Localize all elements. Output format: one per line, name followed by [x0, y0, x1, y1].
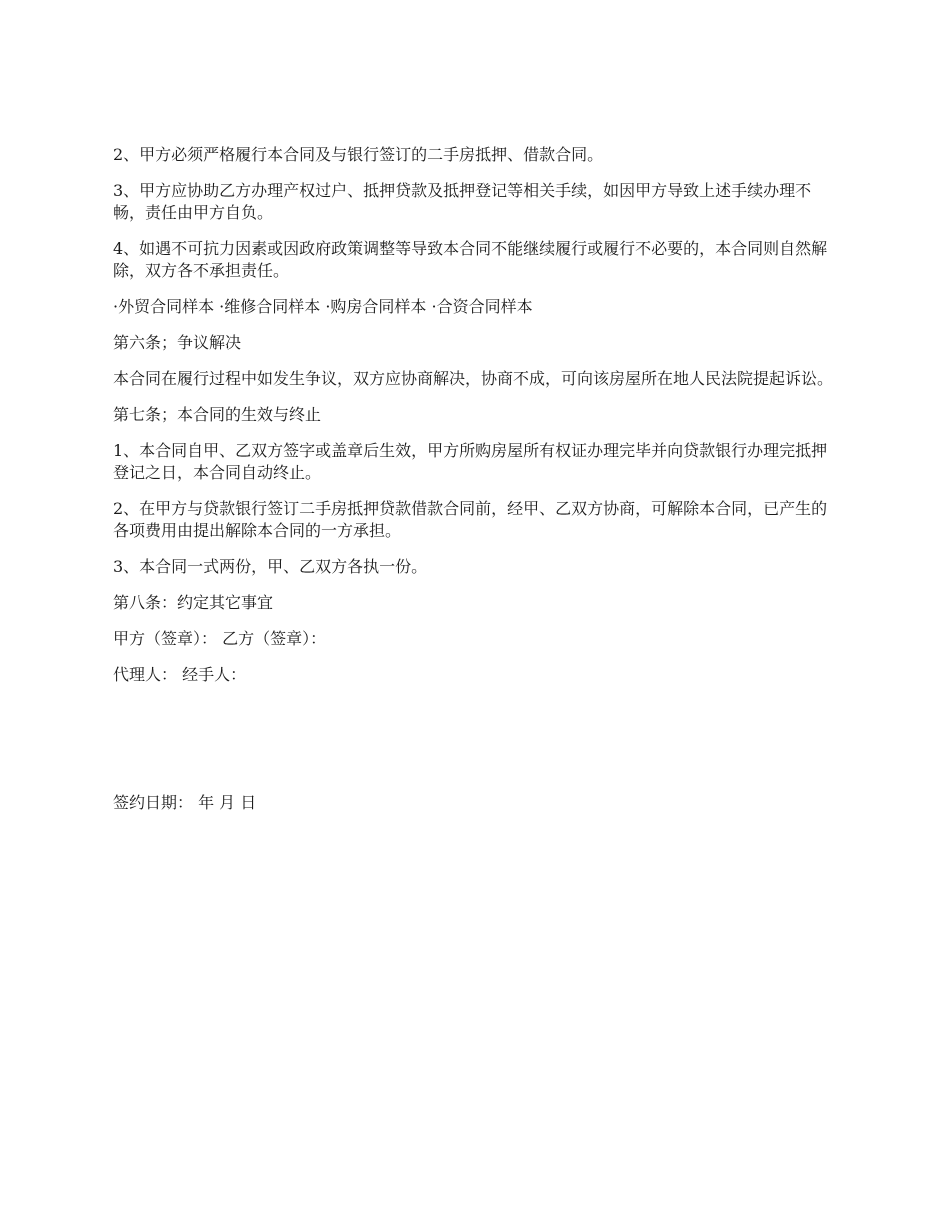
article-6-text: 本合同在履行过程中如发生争议，双方应协商解决，协商不成，可向该房屋所在地人民法院提起诉讼。: [113, 369, 834, 388]
party-signatures: 甲方（签章）： 乙方（签章）：: [113, 629, 327, 648]
article-8-heading: 第八条：约定其它事宜: [113, 593, 274, 612]
clause-2-obligation: 2、甲方必须严格履行本合同及与银行签订的二手房抵押、借款合同。: [113, 145, 604, 164]
article-7-heading: 第七条；本合同的生效与终止: [113, 405, 322, 424]
clause-4-force-majeure: 4、如遇不可抗力因素或因政府政策调整等导致本合同不能继续履行或履行不必要的，本合同则自然解除，双方各不承担责任。: [113, 239, 828, 280]
clause-3-assist-procedures: 3、甲方应协助乙方办理产权过户、抵押贷款及抵押登记等相关手续，如因甲方导致上述手续办理不畅，责任由甲方自负。: [113, 181, 812, 222]
related-contract-links: ·外贸合同样本 ·维修合同样本 ·购房合同样本 ·合资合同样本: [113, 297, 533, 316]
article-7-clause-2: 2、在甲方与贷款银行签订二手房抵押贷款借款合同前，经甲、乙双方协商，可解除本合同，已产生的各项费用由提出解除本合同的一方承担。: [113, 499, 828, 540]
agent-handler-line: 代理人： 经手人：: [113, 665, 247, 684]
article-7-clause-3: 3、本合同一式两份，甲、乙双方各执一份。: [113, 557, 428, 576]
signing-date: 签约日期： 年 月 日: [113, 793, 257, 812]
document-body: [113, 144, 837, 700]
article-6-heading: 第六条；争议解决: [113, 333, 242, 352]
article-7-clause-1: 1、本合同自甲、乙双方签字或盖章后生效，甲方所购房屋所有权证办理完毕并向贷款银行办理完抵押登记之日，本合同自动终止。: [113, 441, 828, 482]
